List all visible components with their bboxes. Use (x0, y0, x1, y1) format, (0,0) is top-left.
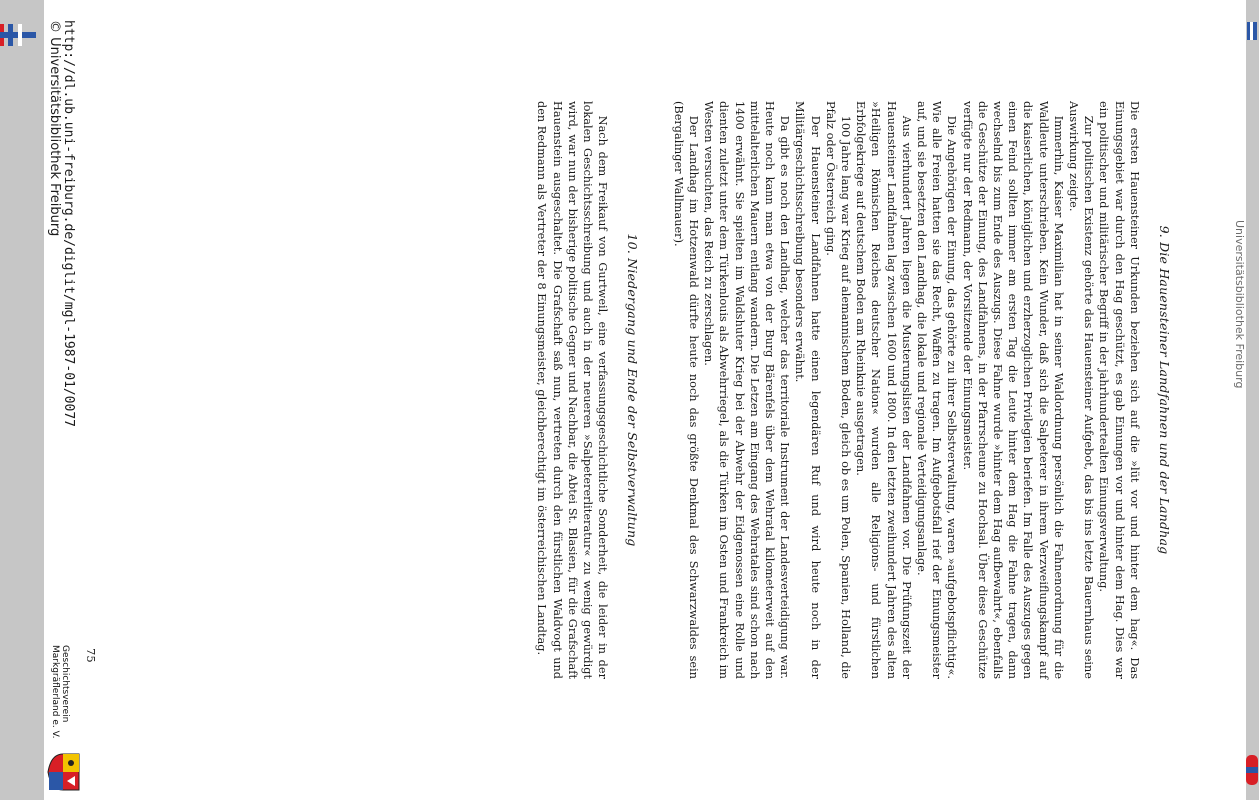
paragraph: Immerhin, Kaiser Maximilian hat in seiner Waldordnung persönlich die Fahnenordnung für die Waldleute unterschrieben. Kein Wunder, daß sich die Salpeterer in ihrem Verzweiflungskampf auf die kaiserlichen, königlichen und erzherzoglichen Privilegien beriefen. Im Falle des Auszuges gegen einen Feind sollten immer am ersten Tag die Leute hinter dem Hag die Fahne tragen, dann wechselnd bis zum Ende des Auszugs. Diese Fahne wurde »hinter dem Hag aufbewahrt«, ebenfalls die Geschütze der Einung, des Landfahnens, in der Pfarrscheune zu Hochsal. Über diese Geschütze verfügte nur der Redmann, der Vorsitzende der Einungsmeister. (960, 101, 1065, 679)
paragraph: 100 Jahre lang war Krieg auf alemannischem Boden, gleich ob es um Polen, Spanien, Holland, die Pfalz oder Österreich ging. (823, 101, 852, 679)
rotated-page-content (44, 0, 1246, 800)
paragraph: Aus vierhundert Jahren liegen die Musterungslisten der Landfahnen vor. Die Prüfungszeit der Hauensteiner Landfahnen lag zwischen 1600 und 1800. In den letzten zweihundert Jahren des alten »Heiligen Römischen Reiches deutscher Nation« wurden alle Religions- und fürstlichen Erbfolgekriege auf deutschem Boden am Rheinknie ausgetragen. (854, 101, 913, 679)
crest-icon (47, 752, 81, 792)
paragraph: Da gibt es noch den Landhag, welcher das territoriale Instrument der Landesverteidigung war. Heute noch kann man etwa von der Burg Bärenfels über dem Wehratal kilometerweit auf den mittelalterlichen Mauern entlang wandern. Die Letzen am Eingang des Wehratales sind schon nach 1400 erwähnt. Sie spielten im Waldshuter Krieg bei der Abwehr der Eidgenossen eine Rolle und dienten zuletzt unter dem Türkenlouis als Abwehrriegel, als die Türken im Osten und Frankreich im Westen versuchten, das Reich zu zerschlagen. (702, 101, 792, 679)
footer-url-link[interactable]: http://dl.ub.uni-freiburg.de/diglit/mgl-1987-01/0077 (61, 20, 76, 427)
badge-icon (1246, 755, 1258, 785)
paragraph: Zur politischen Existenz gehörte das Hauensteiner Aufgebot, das bis ins letzte Bauernhaus seine Auswirkung zeigte. (1066, 101, 1096, 679)
logo-line: Geschichtsverein (60, 645, 70, 723)
paragraph: Der Landhag im Hotzenwald dürfte heute noch das größte Denkmal des Schwarzwaldes sein (Bergalinger Wallmauer). (671, 101, 700, 679)
viewer-left-strip (0, 0, 44, 800)
footer-copyright: © Universitätsbibliothek Freiburg (47, 20, 62, 237)
page-number: 75 (84, 648, 98, 663)
flag-icon (1247, 22, 1257, 40)
page-text (534, 101, 1172, 679)
flag-icon (0, 24, 36, 46)
paragraph: Der Hauensteiner Landfahnen hatte einen legendären Ruf und wird heute noch in der Militärgeschichtsschreibung besonders erwähnt. (793, 101, 822, 679)
paragraph: Die ersten Hauensteiner Urkunden beziehen sich auf die »lüt vor und hinter dem hag«. Das Einungsgebiet war durch den Hag geschützt, es gab Einungen vor und hinter dem Hag. Dies war ein politischer und militärischer Begriff in der jahrhundertealten Einungsverwaltung. (1097, 101, 1141, 679)
section-heading-10: 10. Niedergang und Ende der Selbstverwaltung (625, 233, 641, 547)
watermark-text: Universitätsbibliothek Freiburg (1233, 220, 1246, 389)
document-page (44, 0, 1246, 800)
viewer-right-strip (1246, 0, 1259, 800)
logo-line: Markgräflerland e. V. (50, 645, 60, 739)
section-heading-9: 9. Die Hauensteiner Landfahnen und der Landhag (1157, 225, 1172, 555)
paragraph: Die Angehörigen der Einung, das gehörte zu ihrer Selbstverwaltung, waren »aufgebotspflichtig«. Wie alle Freien hatten sie das Recht, Waffen zu tragen. Im Aufgebotsfall rief der Einungsmeister auf, und sie besetzten den Landhag, die lokale und regionale Verteidigungsanlage. (914, 101, 959, 679)
paragraph: Nach dem Freikauf von Gurtweil, eine verfassungsgeschichtliche Sonderheit, die leider in der lokalen Geschichtsschreibung und auch in der neueren »Salpetererliteratur« zu wenig gewürdigt wird, war nun der bisherige politische Gegner und Nachbar, die Abtei St. Blasien, für die Grafschaft Hauenstein ausgeschaltet. Die Grafschaft saß nun, vertreten durch den fürstlichen Waldvogt und den Redmann als Vertreter der 8 Einungsmeister, gleichberechtigt im österreichischen Landtag. (535, 101, 610, 679)
publisher-logo-text (50, 645, 70, 755)
